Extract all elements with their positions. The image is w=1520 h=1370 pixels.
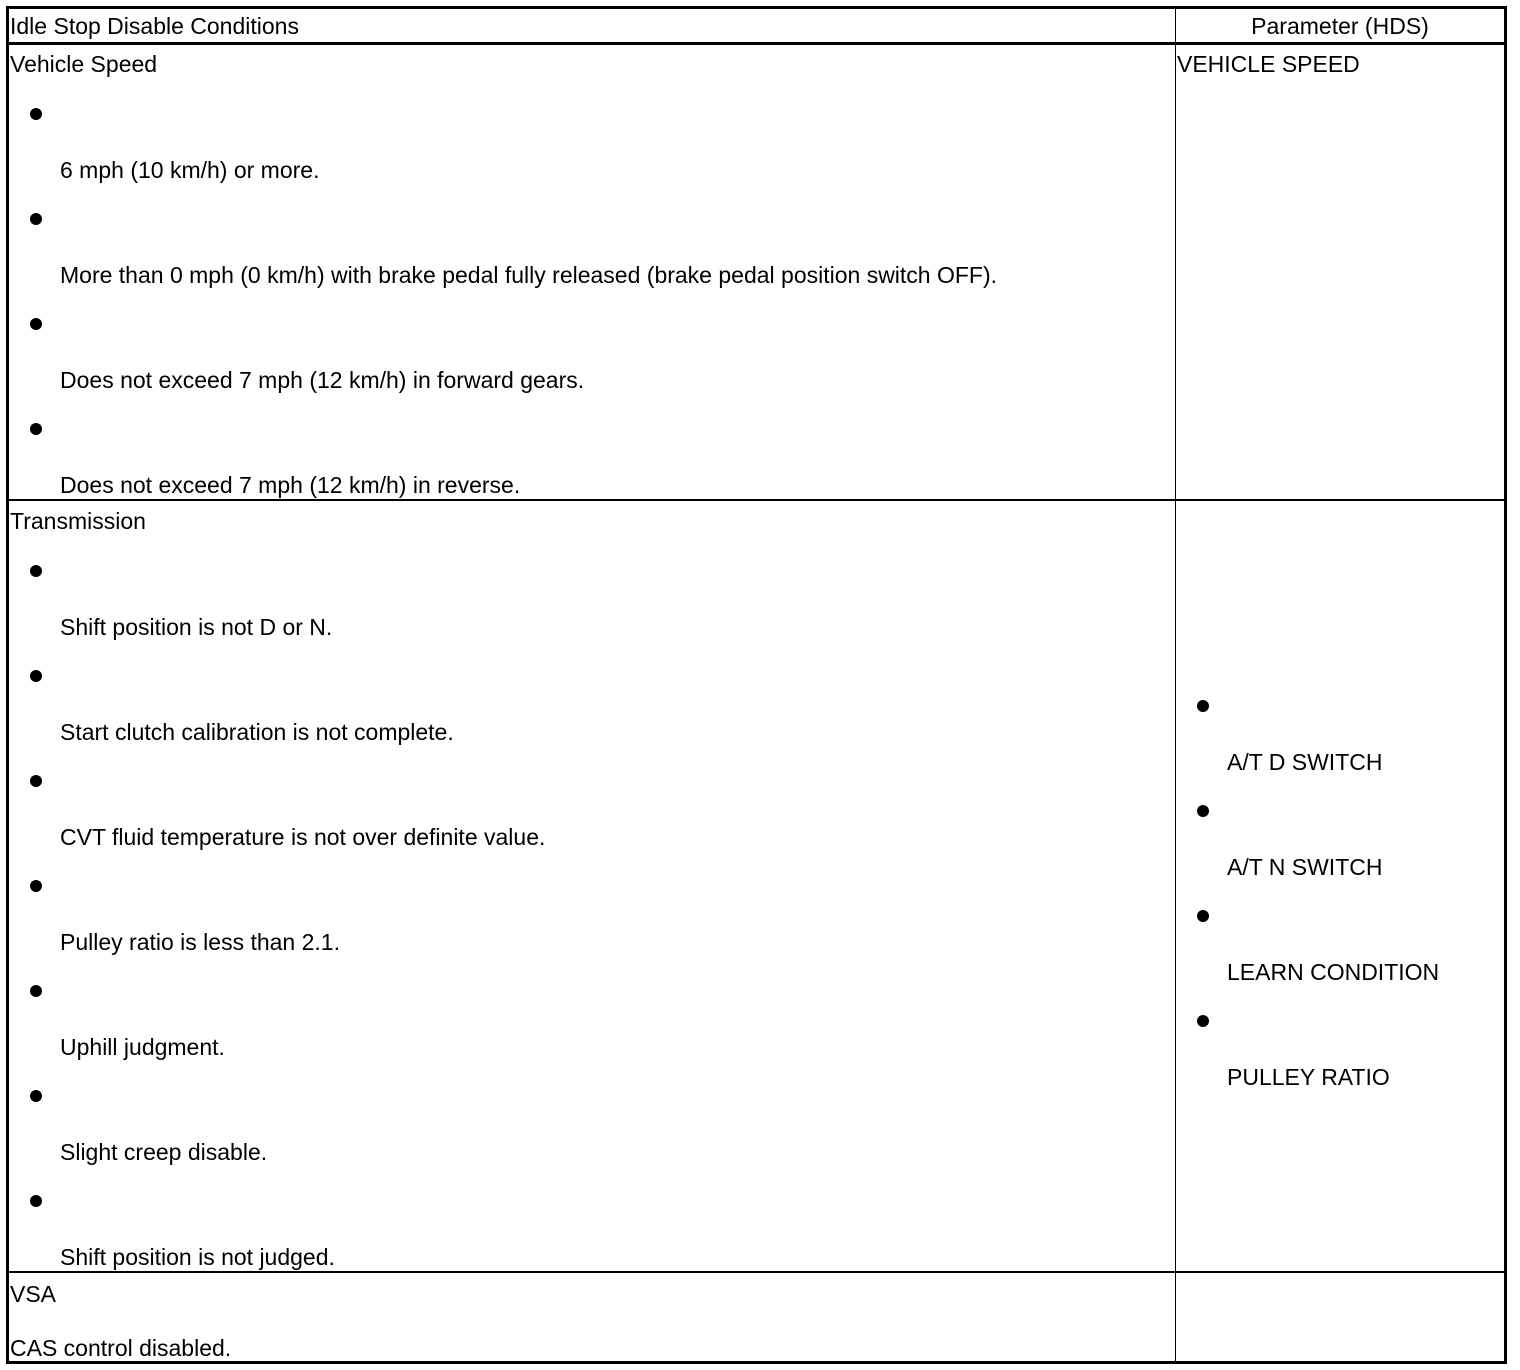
bullet-icon xyxy=(30,775,42,787)
list-item: 6 mph (10 km/h) or more. xyxy=(60,157,320,183)
bullet-icon xyxy=(1197,1015,1209,1027)
bullet-icon xyxy=(1197,805,1209,817)
bullet-icon xyxy=(30,1090,42,1102)
list-item: CVT fluid temperature is not over definite value. xyxy=(60,824,546,850)
bullet-icon xyxy=(30,565,42,577)
section-title-vsa: VSA xyxy=(10,1281,57,1307)
column-divider xyxy=(1175,9,1176,1361)
list-item: Pulley ratio is less than 2.1. xyxy=(60,929,340,955)
parameter-vehicle-speed: VEHICLE SPEED xyxy=(1177,51,1360,77)
section-title-transmission: Transmission xyxy=(10,508,146,534)
list-item: Uphill judgment. xyxy=(60,1034,225,1060)
parameter-item: PULLEY RATIO xyxy=(1227,1064,1390,1090)
header-conditions: Idle Stop Disable Conditions xyxy=(10,13,299,39)
bullet-icon xyxy=(30,213,42,225)
row-divider-transmission xyxy=(9,499,1504,501)
list-item: Shift position is not D or N. xyxy=(60,614,333,640)
bullet-icon xyxy=(30,318,42,330)
list-item: Slight creep disable. xyxy=(60,1139,268,1165)
parameter-item: LEARN CONDITION xyxy=(1227,959,1440,985)
bullet-icon xyxy=(30,423,42,435)
bullet-icon xyxy=(30,1195,42,1207)
row-divider-vsa xyxy=(9,1271,1504,1273)
section-title-vehicle-speed: Vehicle Speed xyxy=(10,51,158,77)
vsa-text: CAS control disabled. xyxy=(10,1335,232,1361)
parameter-item: A/T N SWITCH xyxy=(1227,854,1383,880)
bullet-icon xyxy=(30,670,42,682)
bullet-icon xyxy=(30,880,42,892)
list-item: Does not exceed 7 mph (12 km/h) in reverse. xyxy=(60,472,521,498)
idle-stop-table xyxy=(6,6,1507,1364)
parameter-item: A/T D SWITCH xyxy=(1227,749,1383,775)
list-item: Shift position is not judged. xyxy=(60,1244,335,1270)
list-item: Does not exceed 7 mph (12 km/h) in forward gears. xyxy=(60,367,585,393)
header-divider xyxy=(9,42,1504,45)
bullet-icon xyxy=(30,108,42,120)
bullet-icon xyxy=(1197,910,1209,922)
header-parameter: Parameter (HDS) xyxy=(1251,13,1429,39)
list-item: Start clutch calibration is not complete. xyxy=(60,719,454,745)
bullet-icon xyxy=(30,985,42,997)
list-item: More than 0 mph (0 km/h) with brake pedal fully released (brake pedal position switch OFF). xyxy=(60,262,998,288)
bullet-icon xyxy=(1197,700,1209,712)
